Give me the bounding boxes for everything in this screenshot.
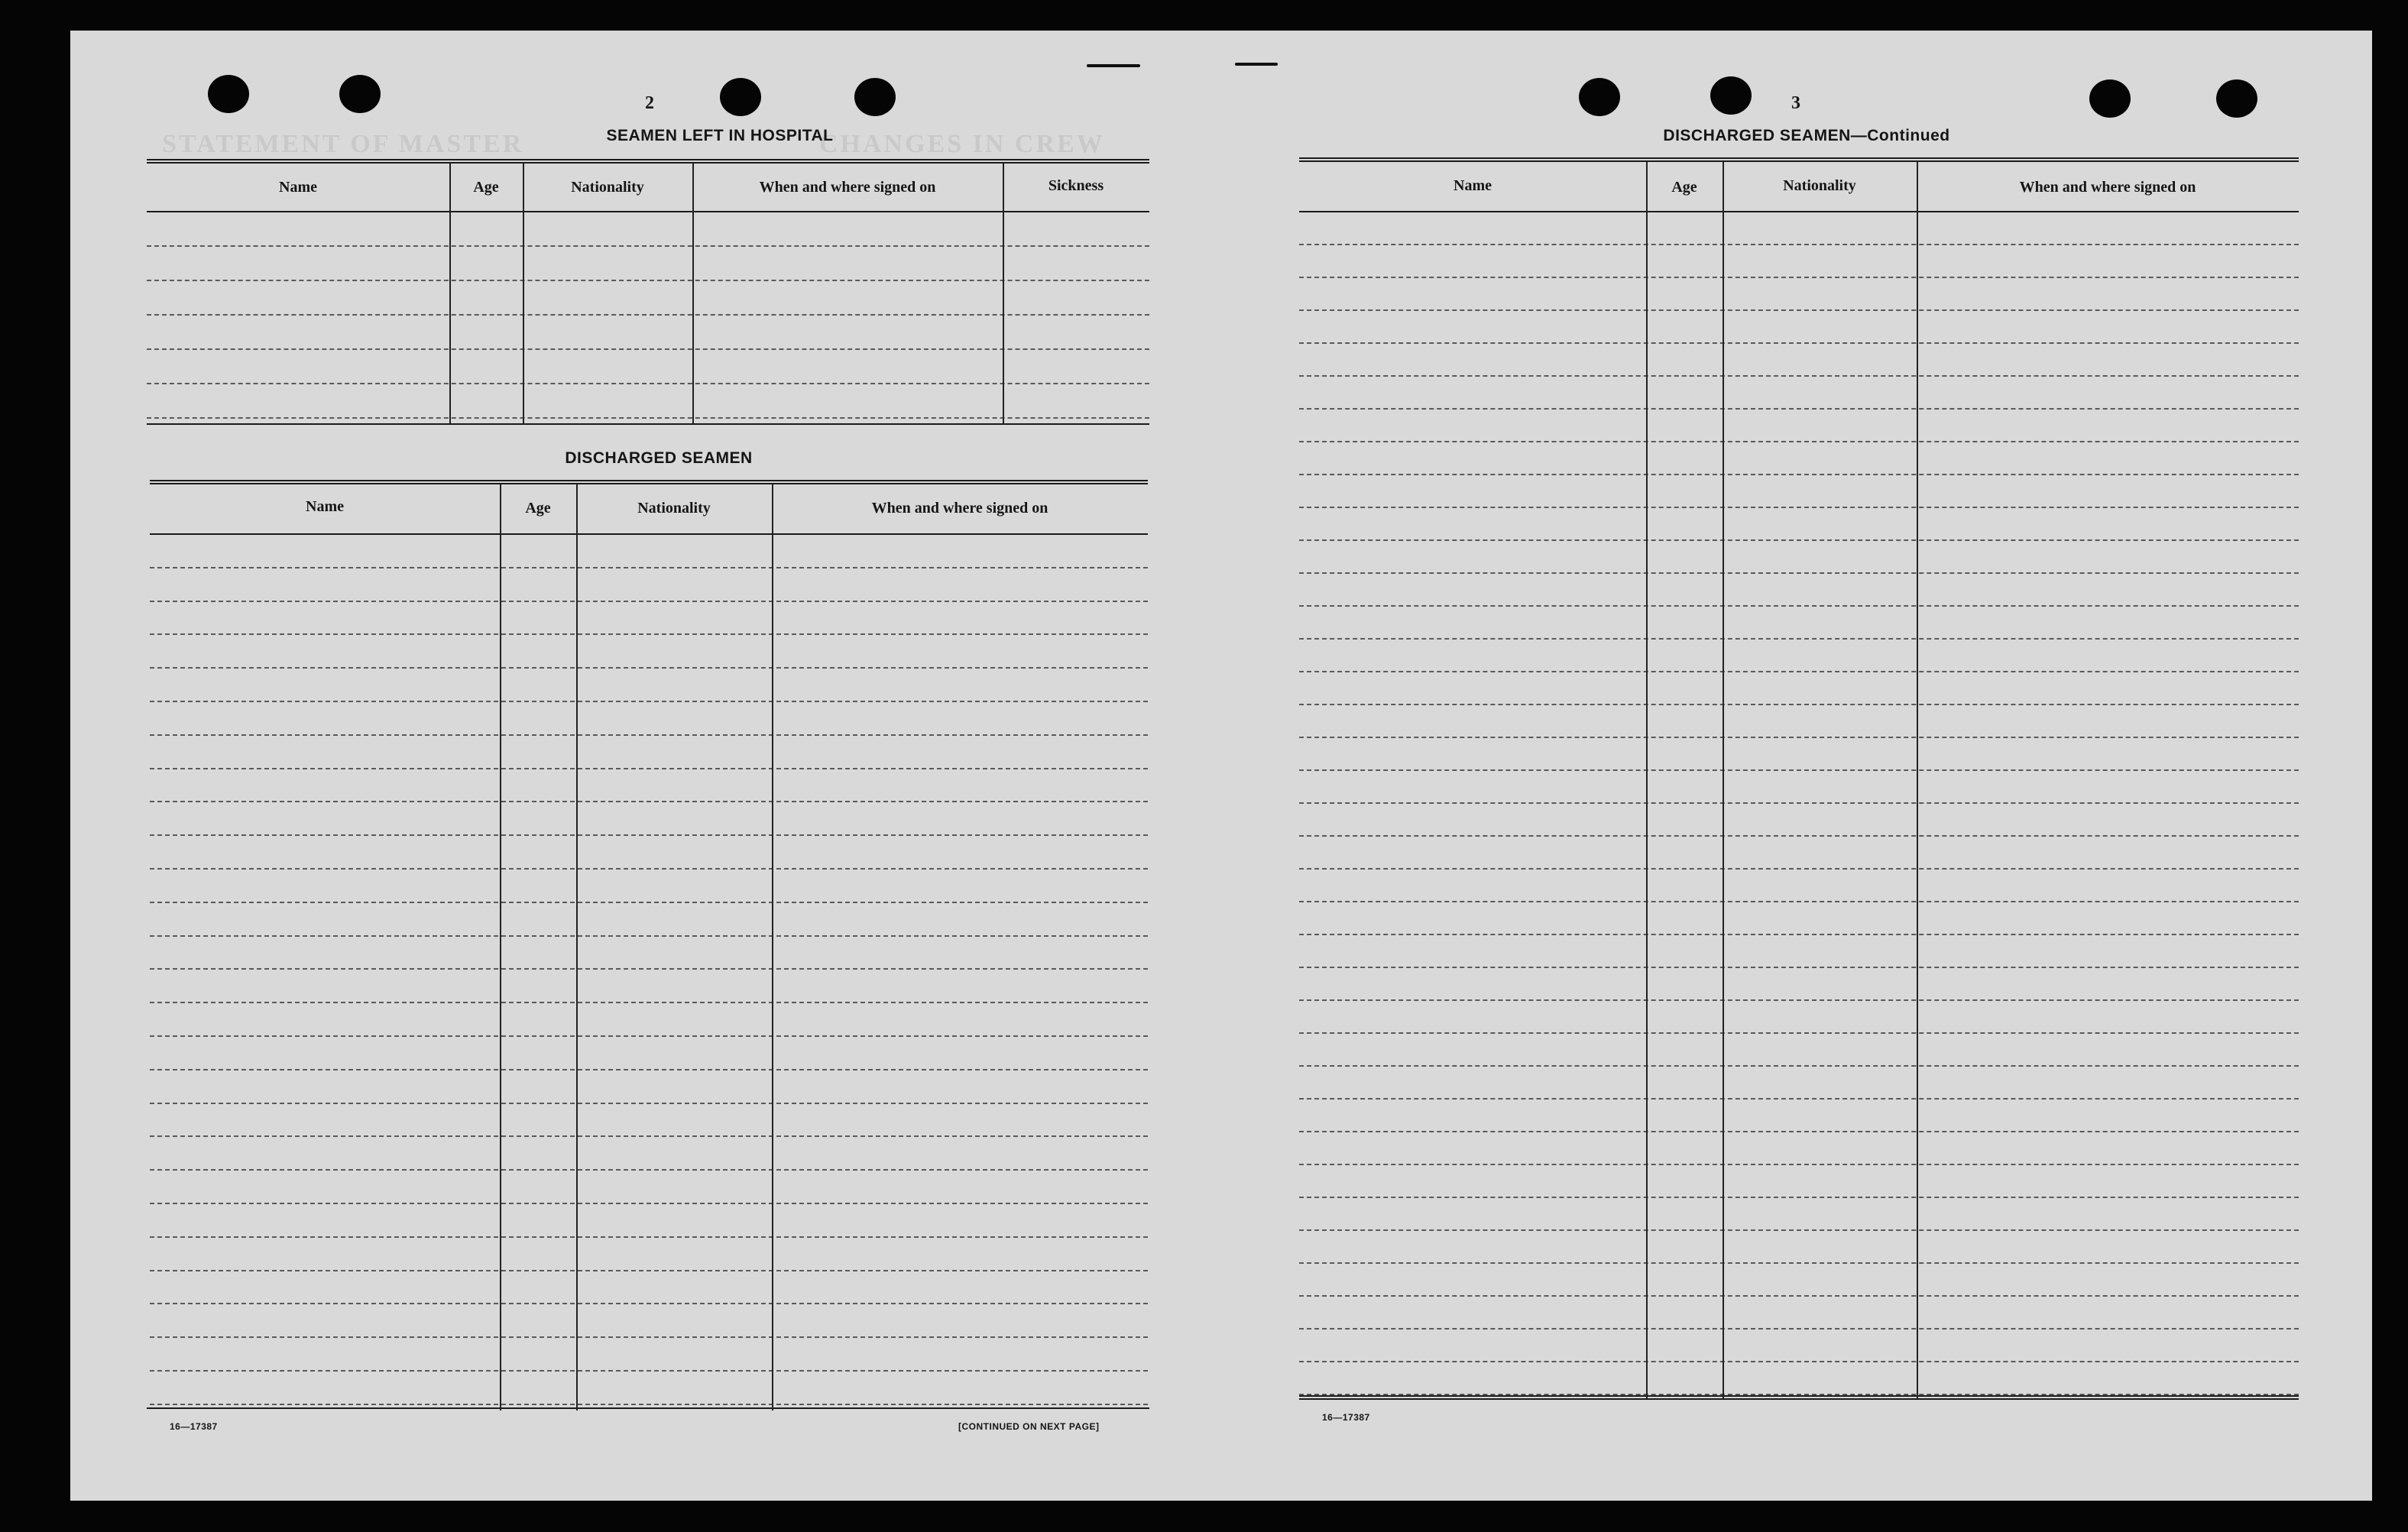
table-row	[150, 802, 1148, 836]
punch-hole	[854, 78, 896, 116]
table-row	[150, 1304, 1148, 1338]
table-row	[150, 1137, 1148, 1171]
table-row	[147, 316, 1149, 350]
hospital-col-divider	[692, 164, 694, 423]
hospital-section-title: SEAMEN LEFT IN HOSPITAL	[606, 127, 834, 144]
continued-notice: [CONTINUED ON NEXT PAGE]	[958, 1421, 1100, 1432]
continued-table-rows	[1299, 212, 2299, 1395]
continued-col-age: Age	[1671, 179, 1697, 196]
table-row	[1299, 935, 2299, 968]
table-row	[1299, 574, 2299, 607]
continued-suffix: —Continued	[1850, 127, 1950, 144]
hospital-table-rows	[147, 212, 1149, 419]
hospital-col-divider	[1003, 164, 1004, 423]
discharged-table-bottom-rule	[147, 1407, 1149, 1409]
table-row	[1299, 311, 2299, 344]
table-row	[150, 635, 1148, 669]
hospital-table-bottom-rule	[147, 423, 1149, 425]
table-row	[150, 1070, 1148, 1104]
continued-col-nationality: Nationality	[1783, 177, 1856, 194]
discharged-col-divider	[576, 484, 578, 1411]
table-row	[150, 1372, 1148, 1405]
table-row	[1299, 245, 2299, 278]
continued-table-top-rule	[1299, 157, 2299, 162]
table-row	[1299, 541, 2299, 574]
table-row	[1299, 278, 2299, 311]
table-row	[1299, 377, 2299, 410]
continued-col-signed-on: When and where signed on	[2019, 179, 2196, 196]
table-row	[1299, 804, 2299, 837]
table-row	[1299, 410, 2299, 442]
punch-hole	[2216, 79, 2257, 118]
table-row	[1299, 1231, 2299, 1264]
table-row	[1299, 442, 2299, 475]
table-row	[147, 247, 1149, 281]
table-row	[150, 1104, 1148, 1138]
discharged-col-divider	[500, 484, 501, 1411]
discharged-section-title: DISCHARGED SEAMEN	[565, 449, 753, 467]
bleed-through-text: CHANGES IN CREW	[819, 130, 1105, 158]
table-row	[150, 970, 1148, 1003]
discharged-continued-title	[1516, 127, 2097, 145]
table-row	[150, 1271, 1148, 1305]
table-row	[147, 281, 1149, 316]
table-row	[1299, 902, 2299, 935]
table-row	[1299, 968, 2299, 1001]
table-row	[150, 535, 1148, 568]
table-row	[1299, 1067, 2299, 1100]
table-row	[150, 903, 1148, 937]
table-row	[150, 1171, 1148, 1204]
table-row	[1299, 771, 2299, 804]
table-row	[1299, 1132, 2299, 1165]
table-row	[1299, 705, 2299, 738]
table-row	[1299, 640, 2299, 672]
table-row	[1299, 870, 2299, 902]
table-row	[1299, 344, 2299, 377]
table-row	[1299, 837, 2299, 870]
hospital-table-top-rule	[147, 159, 1149, 164]
bleed-through-text: STATEMENT OF MASTER	[162, 130, 524, 158]
table-row	[1299, 1198, 2299, 1231]
table-row	[1299, 1165, 2299, 1198]
table-row	[150, 702, 1148, 736]
punch-hole	[2089, 79, 2131, 118]
table-row	[1299, 475, 2299, 508]
table-row	[1299, 508, 2299, 541]
table-row	[1299, 1330, 2299, 1362]
form-number: 16—17387	[1322, 1412, 1370, 1423]
table-row	[150, 736, 1148, 769]
ink-mark	[1087, 64, 1140, 67]
punch-hole	[1579, 78, 1620, 116]
discharged-table-top-rule	[150, 480, 1148, 484]
hospital-col-sickness: Sickness	[1048, 177, 1104, 194]
continued-col-name: Name	[1454, 177, 1492, 194]
discharged-col-divider	[772, 484, 773, 1411]
discharged-continued-title-main: DISCHARGED SEAMEN	[1663, 127, 1851, 144]
table-row	[150, 602, 1148, 636]
table-row	[1299, 1264, 2299, 1297]
hospital-col-name: Name	[279, 179, 317, 196]
continued-table-bottom-rule	[1299, 1395, 2299, 1400]
table-row	[150, 937, 1148, 970]
hospital-col-divider	[523, 164, 524, 423]
table-row	[1299, 1362, 2299, 1395]
hospital-col-age: Age	[473, 179, 499, 196]
table-row	[147, 384, 1149, 419]
punch-hole	[1710, 76, 1752, 115]
table-row	[150, 836, 1148, 870]
table-row	[147, 212, 1149, 247]
table-row	[1299, 1297, 2299, 1330]
discharged-col-signed-on: When and where signed on	[871, 500, 1048, 517]
table-row	[150, 1238, 1148, 1271]
hospital-col-signed-on: When and where signed on	[759, 179, 936, 196]
punch-hole	[339, 75, 381, 113]
continued-col-divider	[1646, 162, 1648, 1398]
continued-col-divider	[1723, 162, 1724, 1398]
table-row	[1299, 738, 2299, 771]
punch-hole	[208, 75, 249, 113]
continued-col-divider	[1917, 162, 1918, 1398]
hospital-col-divider	[449, 164, 451, 423]
table-row	[1299, 1034, 2299, 1067]
table-row	[1299, 1100, 2299, 1132]
discharged-col-name: Name	[306, 498, 344, 515]
table-row	[1299, 1001, 2299, 1034]
table-row	[150, 669, 1148, 702]
right-page	[1210, 31, 2372, 1501]
page-number: 3	[1791, 93, 1800, 113]
table-row	[147, 350, 1149, 384]
table-row	[150, 870, 1148, 903]
hospital-col-nationality: Nationality	[571, 179, 644, 196]
table-row	[150, 1338, 1148, 1372]
punch-hole	[720, 78, 761, 116]
discharged-col-nationality: Nationality	[637, 500, 711, 517]
table-row	[1299, 607, 2299, 640]
table-row	[1299, 212, 2299, 245]
discharged-table-rows	[150, 535, 1148, 1405]
page-number: 2	[645, 93, 654, 113]
table-row	[1299, 672, 2299, 705]
form-number: 16—17387	[170, 1421, 218, 1432]
left-page	[70, 31, 1210, 1501]
table-row	[150, 1204, 1148, 1238]
table-row	[150, 1003, 1148, 1037]
table-row	[150, 1037, 1148, 1070]
table-row	[150, 568, 1148, 602]
ink-mark	[1235, 63, 1278, 66]
discharged-col-age: Age	[525, 500, 551, 517]
table-row	[150, 769, 1148, 803]
